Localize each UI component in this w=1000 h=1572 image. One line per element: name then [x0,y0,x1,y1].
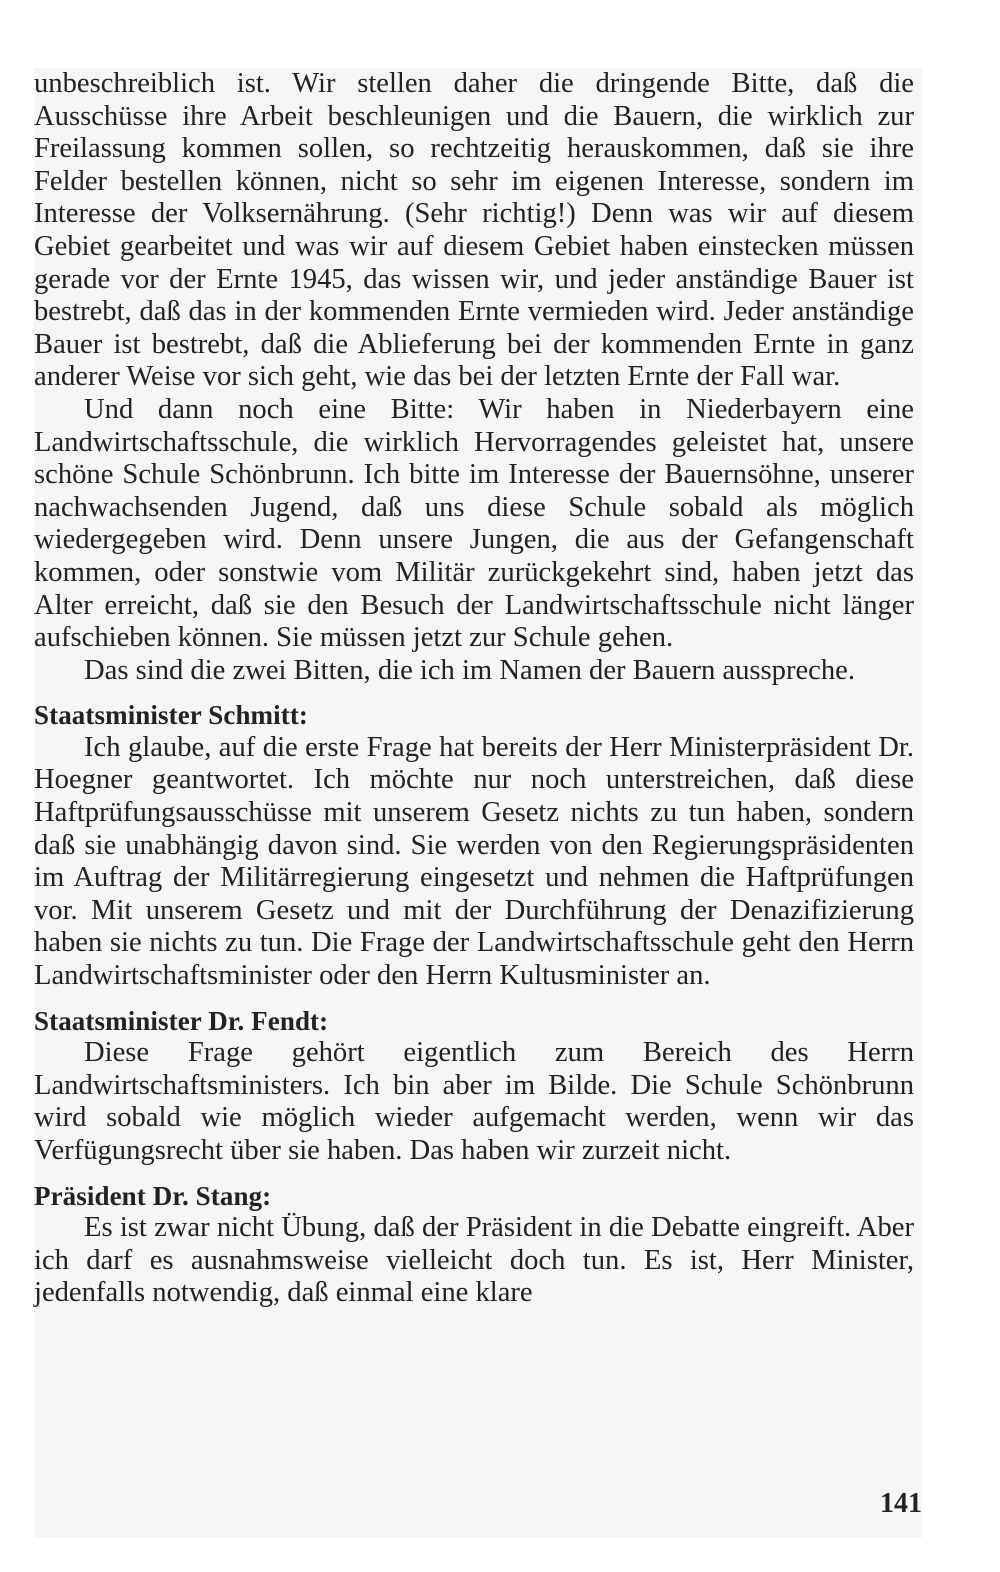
paragraph-1: unbeschreiblich ist. Wir stellen daher die dringende Bitte, daß die Ausschüsse ihre Arbeit beschleunigen und die Bauern, die wirklich zur Freilassung kommen sollen, so rechtzeitig herauskommen, daß sie ihre Felder bestellen können, nicht so sehr im eigenen Interesse, sondern im Interesse der Volksernährung. (Sehr richtig!) Denn was wir auf diesem Gebiet gearbeitet und was wir auf diesem Gebiet haben einstecken müssen gerade vor der Ernte 1945, das wissen wir, und jeder anständige Bauer ist bestrebt, daß das in der kommenden Ernte vermieden wird. Jeder anständige Bauer ist bestrebt, daß die Ablieferung bei der kommenden Ernte in ganz anderer Weise vor sich geht, wie das bei der letzten Ernte der Fall war. [34,68,914,393]
speech-schmitt: Ich glaube, auf die erste Frage hat bereits der Herr Ministerpräsident Dr. Hoegner geantwortet. Ich möchte nur noch unterstreichen, daß diese Haftprüfungsausschüsse mit unserem Gesetz nichts zu tun haben, sondern daß sie unabhängig davon sind. Sie werden von den Regierungspräsidenten im Auftrag der Militärregierung eingesetzt und nehmen die Haftprüfungen vor. Mit unserem Gesetz und mit der Durchführung der Denazifizierung haben sie nichts zu tun. Die Frage der Landwirtschaftsschule geht den Herrn Landwirtschaftsminister oder den Herrn Kultusminister an. [34,731,914,992]
paragraph-3: Das sind die zwei Bitten, die ich im Namen der Bauern ausspreche. [84,654,855,686]
speaker-schmitt: Staatsminister Schmitt: [34,700,309,731]
speech-fendt: Diese Frage gehört eigentlich zum Bereich des Herrn Landwirtschaftsministers. Ich bin aber im Bilde. Die Schule Schönbrunn wird sobald wie möglich wieder aufgemacht werden, wenn wir das Verfügungsrecht über sie haben. Das haben wir zurzeit nicht. [34,1037,914,1166]
document-text [34,68,914,1310]
page-number: 141 [880,1488,922,1519]
speaker-stang: Präsident Dr. Stang: [34,1180,272,1211]
document-page [34,68,922,1538]
paragraph-2: Und dann noch eine Bitte: Wir haben in Niederbayern eine Landwirtschaftsschule, die wirklich Hervorragendes geleistet hat, unsere schöne Schule Schönbrunn. Ich bitte im Interesse der Bauernsöhne, unserer nachwachsenden Jugend, daß uns diese Schule sobald als möglich wiedergegeben wird. Denn unsere Jungen, die aus der Gefangenschaft kommen, oder sonstwie vom Militär zurückgekehrt sind, haben jetzt das Alter erreicht, daß sie den Besuch der Landwirtschaftsschule nicht länger aufschieben können. Sie müssen jetzt zur Schule gehen. [34,393,914,654]
speech-stang: Es ist zwar nicht Übung, daß der Präsident in die Debatte eingreift. Aber ich darf es ausnahmsweise vielleicht doch tun. Es ist, Herr Minister, jedenfalls notwendig, daß einmal eine klare [34,1212,914,1309]
speaker-fendt: Staatsminister Dr. Fendt: [34,1005,329,1036]
